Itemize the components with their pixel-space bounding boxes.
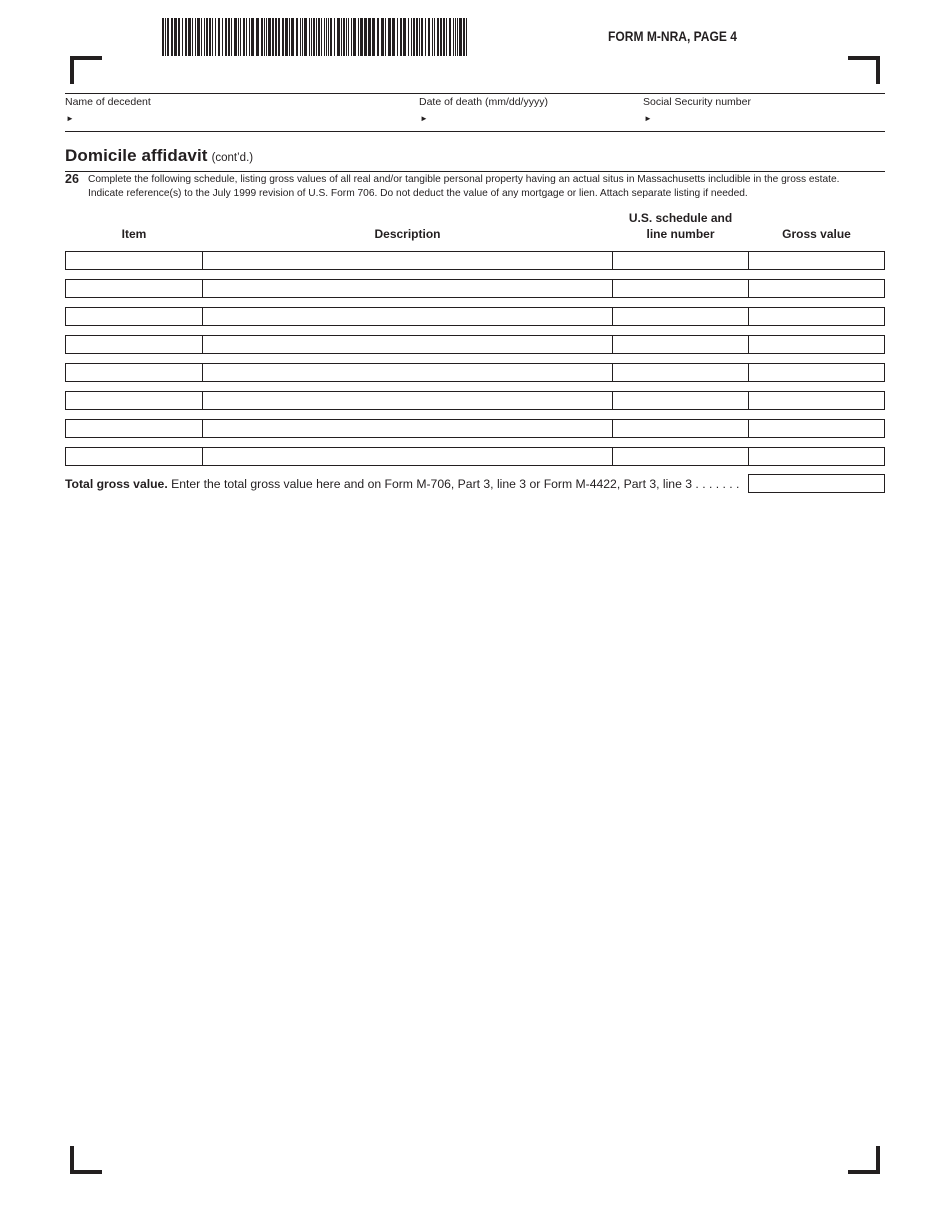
form-id: FORM M-NRA, PAGE 4 bbox=[608, 28, 737, 44]
corner-mark-top-right bbox=[848, 56, 880, 84]
schedule-line-input[interactable] bbox=[612, 363, 749, 382]
decedent-name-label: Name of decedent bbox=[65, 96, 151, 108]
ssn-label: Social Security number bbox=[643, 96, 751, 108]
date-of-death-arrow-icon: ► bbox=[420, 114, 428, 123]
date-of-death-label: Date of death (mm/dd/yyyy) bbox=[419, 96, 548, 108]
description-input[interactable] bbox=[202, 419, 613, 438]
schedule-line-input[interactable] bbox=[612, 419, 749, 438]
gross-value-input[interactable] bbox=[748, 419, 885, 438]
schedule-line-input[interactable] bbox=[612, 307, 749, 326]
table-row bbox=[65, 363, 885, 382]
barcode bbox=[161, 18, 470, 56]
description-input[interactable] bbox=[202, 447, 613, 466]
description-input[interactable] bbox=[202, 335, 613, 354]
table-row bbox=[65, 419, 885, 438]
total-gross-value-label bbox=[65, 477, 739, 491]
item-input[interactable] bbox=[65, 447, 203, 466]
table-row bbox=[65, 279, 885, 298]
date-of-death-field[interactable] bbox=[432, 110, 632, 128]
schedule-line-input[interactable] bbox=[612, 447, 749, 466]
description-input[interactable] bbox=[202, 391, 613, 410]
item-input[interactable] bbox=[65, 335, 203, 354]
schedule-line-input[interactable] bbox=[612, 279, 749, 298]
item-input[interactable] bbox=[65, 419, 203, 438]
column-header-schedule bbox=[612, 210, 749, 242]
schedule-line-input[interactable] bbox=[612, 335, 749, 354]
section-title bbox=[65, 146, 253, 166]
item-input[interactable] bbox=[65, 363, 203, 382]
gross-value-input[interactable] bbox=[748, 251, 885, 270]
column-header-description: Description bbox=[374, 227, 441, 241]
gross-value-input[interactable] bbox=[748, 363, 885, 382]
header-rule-bottom bbox=[65, 131, 885, 132]
description-input[interactable] bbox=[202, 307, 613, 326]
description-input[interactable] bbox=[202, 279, 613, 298]
item-input[interactable] bbox=[65, 251, 203, 270]
total-gross-value-label-rest: Enter the total gross value here and on Form M-706, Part 3, line 3 or Form M-4422, Part 3, line 3 . . . . . . . bbox=[167, 477, 740, 491]
gross-value-input[interactable] bbox=[748, 447, 885, 466]
column-header-schedule-line-1: U.S. schedule and bbox=[628, 211, 733, 225]
column-header-item: Item bbox=[121, 227, 147, 241]
schedule-line-input[interactable] bbox=[612, 251, 749, 270]
instruction-line-1: Complete the following schedule, listing gross values of all real and/or tangible personal property having an actual situs in Massachusetts includible in the gross estate. bbox=[88, 174, 840, 185]
item-input[interactable] bbox=[65, 279, 203, 298]
corner-mark-top-left bbox=[70, 56, 102, 84]
corner-mark-bottom-left bbox=[70, 1146, 102, 1174]
table-row bbox=[65, 307, 885, 326]
header-rule-top bbox=[65, 93, 885, 94]
ssn-field[interactable] bbox=[656, 110, 884, 128]
section-subtitle: (cont’d.) bbox=[211, 152, 254, 164]
table-row bbox=[65, 335, 885, 354]
corner-mark-bottom-right bbox=[848, 1146, 880, 1174]
total-gross-value-label-bold: Total gross value. bbox=[65, 477, 168, 491]
description-input[interactable] bbox=[202, 363, 613, 382]
gross-value-input[interactable] bbox=[748, 279, 885, 298]
section-rule bbox=[65, 171, 885, 172]
gross-value-input[interactable] bbox=[748, 335, 885, 354]
column-header-gross-value: Gross value bbox=[782, 227, 851, 241]
table-row bbox=[65, 251, 885, 270]
line-number: 26 bbox=[65, 172, 79, 186]
decedent-name-arrow-icon: ► bbox=[66, 114, 74, 123]
gross-value-input[interactable] bbox=[748, 307, 885, 326]
instruction-line-2: Indicate reference(s) to the July 1999 revision of U.S. Form 706. Do not deduct the value of any mortgage or lien. Attach separate listing if needed. bbox=[88, 188, 748, 199]
gross-value-input[interactable] bbox=[748, 391, 885, 410]
item-input[interactable] bbox=[65, 307, 203, 326]
instructions bbox=[88, 173, 888, 201]
schedule-line-input[interactable] bbox=[612, 391, 749, 410]
total-gross-value-input[interactable] bbox=[748, 474, 885, 493]
section-title-text: Domicile affidavit bbox=[65, 146, 208, 165]
table-row bbox=[65, 447, 885, 466]
item-input[interactable] bbox=[65, 391, 203, 410]
description-input[interactable] bbox=[202, 251, 613, 270]
decedent-name-field[interactable] bbox=[78, 110, 408, 128]
ssn-arrow-icon: ► bbox=[644, 114, 652, 123]
table-row bbox=[65, 391, 885, 410]
column-header-schedule-line-2: line number bbox=[646, 227, 715, 241]
